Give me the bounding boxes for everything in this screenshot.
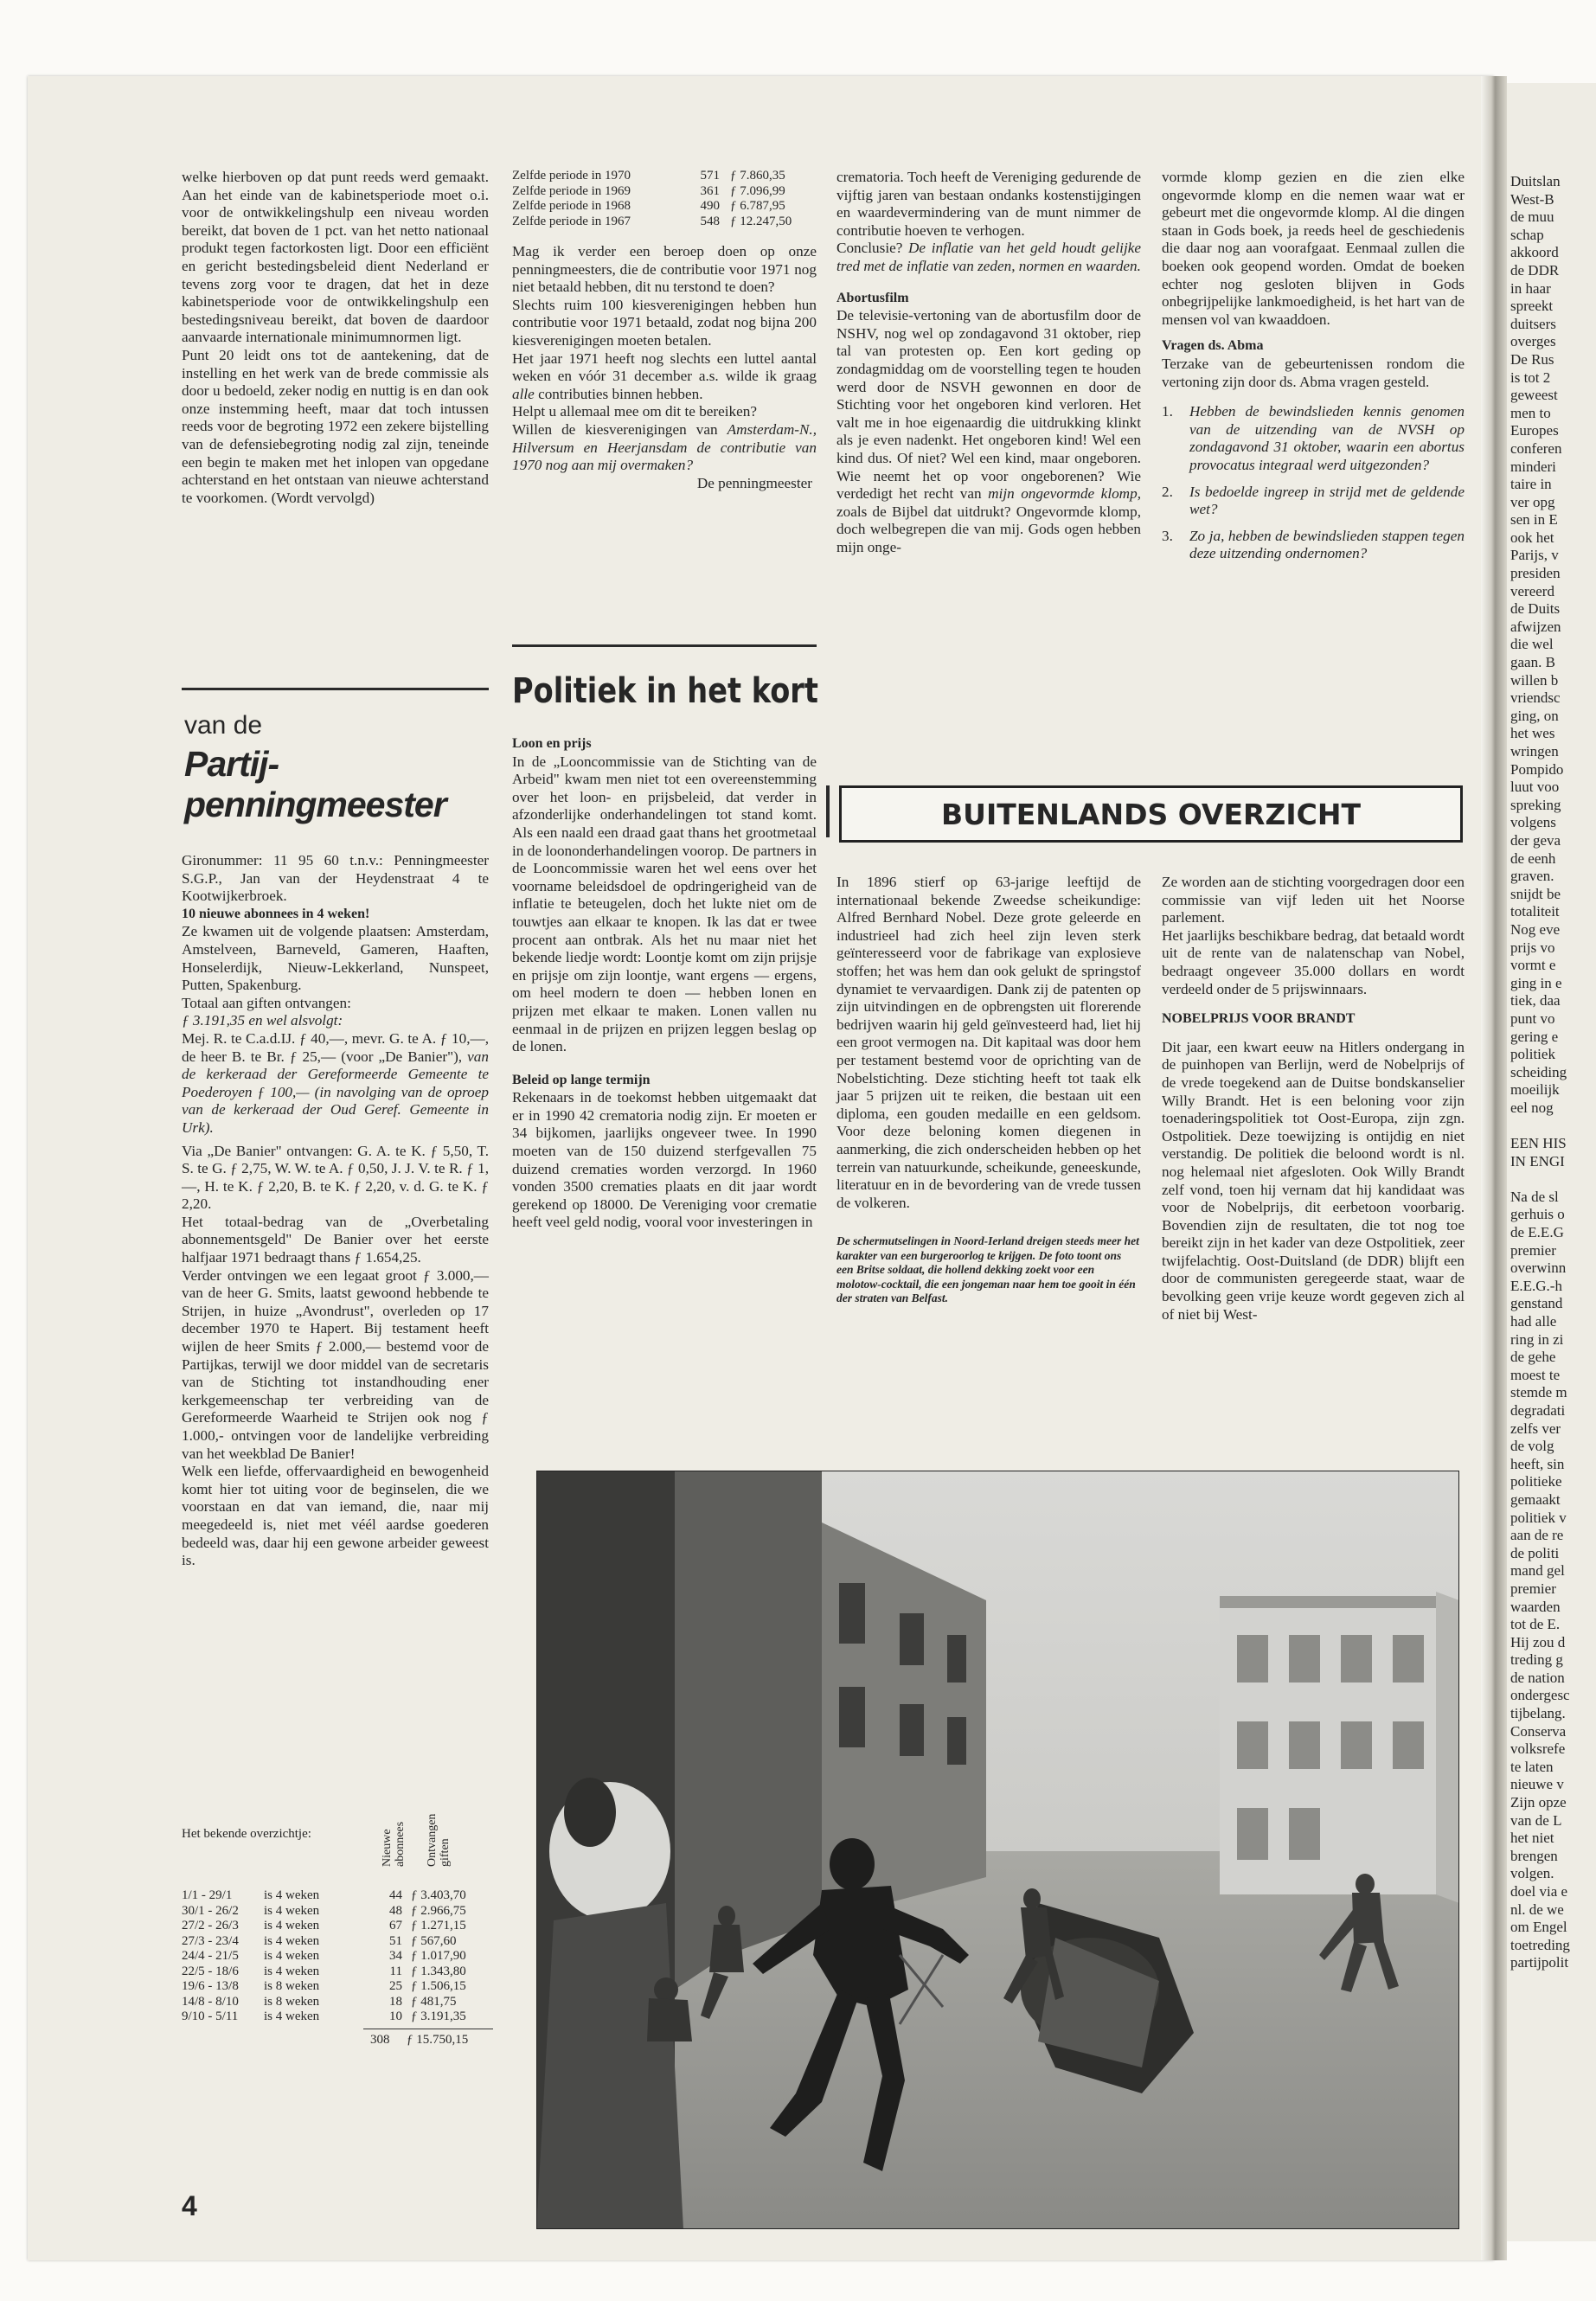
next-page-line: nieuwe v (1510, 1776, 1564, 1793)
next-page-line: is tot 2 (1510, 369, 1551, 386)
next-page-line: die wel (1510, 636, 1554, 653)
paragraph: welke hierboven op dat punt reeds werd gemaakt. Aan het einde van de kabinetsperiode moet o.i. voor de ontwikkelingshulp een niveau worden bereikt, dat boven de 1 pct. van het netto nationaal produkt tegen factorkosten ligt. Door een efficiënt en gericht bestedingsbeleid dient Nederland er tevens zorg voor te dragen, dat het in deze kabinetsperiode voor de ontwikkelingshulp een bestedingsniveau bereikt, dat boven de daardoor aanvaarde internationale minimumnormen ligt. (182, 169, 489, 346)
next-page-line: Nog eve (1510, 920, 1561, 938)
cell-giften: ƒ 1.017,90 (411, 1949, 466, 1963)
next-page-line: tiek, daa (1510, 992, 1561, 1009)
next-page-line: te laten (1510, 1758, 1554, 1775)
politiek-header: Politiek in het kort (512, 671, 818, 711)
next-page-line: schap (1510, 226, 1544, 243)
cell-label: Zelfde periode in 1970 (512, 169, 631, 183)
next-page-line: luut voo (1510, 779, 1560, 796)
next-page-line: scheiding (1510, 1063, 1567, 1080)
cell-label: Zelfde periode in 1967 (512, 214, 631, 228)
next-page-line: volksrefe (1510, 1740, 1566, 1758)
next-page-line: brengen (1510, 1847, 1558, 1864)
subheading: Abortusfilm (836, 290, 909, 305)
next-page-line: Duitslan (1510, 173, 1561, 189)
next-page-line: de Duits (1510, 600, 1561, 618)
next-page-line: de muu (1510, 208, 1554, 226)
next-page-line: premier (1510, 1580, 1556, 1597)
text: Willen de kiesverenigingen van (512, 420, 718, 438)
next-page-line: geweest (1510, 387, 1558, 404)
cell-abonnees: 34 (389, 1949, 402, 1963)
next-page-line (1510, 1170, 1570, 1189)
paragraph: Ze kwamen uit de volgende plaatsen: Amsterdam, Amstelveen, Barneveld, Gameren, Haaften, Honselerdijk, Nieuw-Lekkerland, Nunspeet, Putten, Spakenburg. (182, 923, 489, 994)
next-page-line: overwinn (1510, 1259, 1567, 1277)
cell-period: 14/8 - 8/10 (182, 1994, 239, 2009)
next-page-line: doel via e (1510, 1883, 1568, 1900)
paragraph: Slechts ruim 100 kiesverenigingen hebben hun contributie voor 1971 betaald, zodat nog bijna 200 kiesverenigingen moeten betalen. (512, 296, 817, 349)
cell-period: 1/1 - 29/1 (182, 1888, 233, 1902)
text: Amsterdam-N., Hilversum en Heerjansdam de contributie van 1970 nog aan mij overmaken? (512, 420, 817, 474)
next-page-line: in haar (1510, 279, 1551, 297)
table-row (512, 199, 817, 215)
subheading: Loon en prijs (512, 736, 592, 751)
table-row (512, 215, 817, 230)
next-page-line: gemaakt (1510, 1490, 1561, 1508)
table-row (182, 1995, 489, 2010)
next-page-line: afwijzen (1510, 618, 1561, 635)
next-page-line: premier (1510, 1241, 1556, 1259)
next-page-line: eel nog (1510, 1099, 1554, 1116)
cell-giften: ƒ 1.271,15 (411, 1919, 466, 1932)
next-page-line: gerhuis o (1510, 1206, 1565, 1223)
next-page-line: het wes (1510, 725, 1555, 742)
table-row (512, 184, 817, 200)
text: De inflatie van het geld houdt gelijke tred met de inflatie van zeden, normen en waarden. (836, 240, 1141, 274)
next-page-line: Parijs, v (1510, 547, 1559, 564)
paragraph (836, 307, 1141, 556)
paragraph: Rekenaars in de toekomst hebben uitgemaakt dat er in 1990 42 crematoria nodig zijn. Er moeten er 34 bijkomen, jaarlijks ongeveer twee. In 1990 moeten van de 150 duizend sterfgevallen 75 duizend crematies worden verzorgd. In 1960 vonden 3500 crematies plaats en dit jaar wordt gerekend op 18000. De Vereniging voor crematie heeft veel geld nodig, vooral voor investeringen in (512, 1089, 817, 1231)
buitenlands-column-1 (836, 874, 1141, 1306)
cell-giften: ƒ 481,75 (411, 1994, 457, 2009)
next-page-line: EEN HIS (1510, 1135, 1567, 1152)
cell-period: 22/5 - 18/6 (182, 1964, 239, 1978)
cell-period: 19/6 - 13/8 (182, 1979, 239, 1993)
next-page-edge (1507, 83, 1596, 2241)
cell-duration: is 4 weken (264, 2009, 320, 2023)
paragraph: Dit jaar, een kwart eeuw na Hitlers ondergang in de puinhopen van Berlijn, werd de Nobelprijs of de vrede toegekend aan de Duitse bondskanselier Willy Brandt. Het is een beloning voor zijn toenaderingspolitiek tot Oost-Europa, zijn zgn. Ostpolitiek. Deze toewijzing is ontijdig en niet verstandig. De politiek die beloond wordt is nl. nog helemaal niet afgesloten. Ook Willy Brandt zelf vond, toen hij vernam dat hij kandidaat was voor de Nobelprijs, dit eerbetoon voorbarig. Bovendien zijn de resultaten, die tot nog toe bereikt zijn in het kader van deze Ostpolitiek, zeer twijfelachtig. Oost-Duitsland (de DDR) blijft een door de communisten geregeerde staat, waar de bevolking geen vrije keuze wordt gegeven zich al of niet bij West- (1162, 1038, 1465, 1323)
next-page-line: partijpolit (1510, 1954, 1569, 1971)
cell-giften: ƒ 2.966,75 (411, 1903, 466, 1918)
header-line1: Partij- (184, 744, 279, 784)
cell-amount: ƒ 7.860,35 (730, 169, 785, 183)
next-page-line: vormt e (1510, 957, 1556, 974)
paragraph: Verder ontvingen we een legaat groot ƒ 3.000,— van de heer G. Smits, laatst gewoond hebbende te Strijen, in huize „Avondrust", overleden op 17 december 1970 te Hapert. Bij testament heeft wijlen de heer Smits ƒ 2.000,— bestemd voor de Partijkas, terwijl we door middel van de secretaris van de Stichting tot instandhouding ener kerkgemeenschap ter verbreiding van de Gereformeerde Waarheid te Strijen ook nog ƒ 1.000,- ontvingen voor de landelijke verbreiding van het weekblad De Banier! (182, 1266, 489, 1462)
table-row (182, 1965, 489, 1980)
table-row (182, 1919, 489, 1934)
next-page-line: de nation (1510, 1669, 1565, 1686)
buitenlands-column-2 (1162, 874, 1465, 1324)
next-page-line: West-B (1510, 190, 1554, 208)
column-3 (836, 169, 1141, 556)
total-abonnees: 308 (370, 2032, 390, 2047)
next-page-text (1510, 173, 1570, 1972)
cell-abonnees: 67 (389, 1919, 402, 1932)
next-page-line: had alle (1510, 1313, 1557, 1330)
next-page-line: Na de sl (1510, 1188, 1559, 1205)
overview-rows (182, 1888, 489, 2025)
next-page-line: ver opg (1510, 493, 1555, 510)
paragraph: Het jaarlijks beschikbare bedrag, dat betaald wordt uit de rente van de nalatenschap van Nobel, bedraagt ongeveer 35.000 dollars en wordt verdeeld onder de 5 prijswinnaars. (1162, 926, 1465, 997)
next-page-line: duitsers (1510, 315, 1556, 332)
cell-duration: is 4 weken (264, 1903, 320, 1918)
text: Het jaar 1971 heeft nog slechts een luttel aantal weken en vóór 31 december a.s. wilde ik graag (512, 349, 817, 385)
table-row (182, 2009, 489, 2025)
header-small: van de (184, 711, 263, 740)
next-page-line: E.E.G.-h (1510, 1277, 1562, 1294)
next-page-line: Zijn opze (1510, 1794, 1567, 1811)
next-page-line: heeft, sin (1510, 1455, 1565, 1472)
next-page-line (1510, 1117, 1570, 1135)
question-number: 2. (1162, 483, 1173, 500)
cell-giften: ƒ 3.403,70 (411, 1888, 466, 1902)
politiek-column (512, 735, 817, 1232)
divider (182, 688, 489, 690)
cell-giften: ƒ 1.343,80 (411, 1964, 466, 1978)
next-page-line: spreking (1510, 796, 1561, 813)
next-page-line: Europes (1510, 422, 1559, 439)
question-text: Hebben de bewindslieden kennis genomen van de uitzending van de NVSH op zondagavond 31 oktober, waarin een abortus provocatus integraal werd uitgezonden? (1189, 403, 1465, 473)
next-page-line: totaliteit (1510, 903, 1560, 920)
question-number: 1. (1162, 403, 1173, 420)
next-page-line: aan de re (1510, 1527, 1564, 1544)
next-page-line: punt vo (1510, 1009, 1555, 1027)
cell-period: 27/2 - 26/3 (182, 1919, 239, 1932)
cell-giften: ƒ 567,60 (411, 1933, 457, 1948)
next-page-line: akkoord (1510, 244, 1559, 261)
next-page-line: wringen (1510, 743, 1559, 760)
table-title: Het bekende overzichtje: (182, 1827, 311, 1841)
cell-duration: is 4 weken (264, 1964, 320, 1978)
cell-giften: ƒ 1.506,15 (411, 1979, 466, 1993)
cell-abonnees: 10 (389, 2009, 402, 2023)
cell-count: 361 (700, 183, 720, 198)
question-text: Zo ja, hebben de bewindslieden stappen tegen deze uitzending ondernomen? (1189, 527, 1465, 562)
next-page-line: vereerd (1510, 582, 1554, 599)
next-page-line: Pompido (1510, 760, 1564, 778)
text: alle (512, 385, 535, 402)
next-page-line: het niet (1510, 1830, 1554, 1847)
next-page-line: De Rus (1510, 350, 1554, 368)
cell-amount: ƒ 6.787,95 (730, 199, 785, 213)
next-page-line: zelfs ver (1510, 1420, 1561, 1437)
next-page-line: de gehe (1510, 1349, 1556, 1366)
next-page-line: genstand (1510, 1295, 1563, 1312)
paragraph: Punt 20 leidt ons tot de aantekening, dat de instelling en het werk van de brede commissie als door u bedoeld, zeker nodig en nuttig is en dan ook onze instemming heeft, maar dat toch intussen reeds voor de begroting 1972 een zekere bijstelling van de defensiebegroting nodig zal zijn, teneinde een begin te maken met het inlopen van opgedane achterstand en het ontstaan van nieuwe achterstand te voorkomen. (Wordt vervolgd) (182, 346, 489, 506)
cell-abonnees: 25 (389, 1979, 402, 1993)
next-page-line: om Engel (1510, 1919, 1567, 1936)
next-page-line: taire in (1510, 476, 1552, 493)
next-page-line: nl. de we (1510, 1900, 1564, 1918)
cell-duration: is 4 weken (264, 1933, 320, 1948)
paragraph: Via „De Banier" ontvangen: G. A. te K. ƒ 5,50, T. S. te G. ƒ 2,75, W. W. te A. ƒ 0,50, J. J. V. te R. ƒ 1,—, H. te K. ƒ 2,20, B. te K. ƒ 2,20, v. d. G. te K. ƒ 2,20. (182, 1142, 489, 1213)
next-page-line: moest te (1510, 1366, 1561, 1383)
next-page-line: willen b (1510, 671, 1559, 689)
next-page-line: mand gel (1510, 1562, 1565, 1580)
paragraph: ƒ 3.191,35 en wel alsvolgt: (182, 1012, 343, 1029)
table-row (182, 1979, 489, 1995)
cell-duration: is 4 weken (264, 1888, 320, 1902)
next-page-line: ging, on (1510, 707, 1559, 724)
period-table (512, 169, 817, 229)
paragraph: vormde klomp gezien en die zien elke ongevormde klomp en die nemen waar wat er gebeurt met die ongevormde klomp. Al die dingen staan in Gods boek, ja reeds heel de geschiedenis die daar nog aan voorafgaat. Eenmaal zullen die boeken ook geopend worden. Omdat de boeken echter nog gesloten blijven in Gods onbegrijpelijke lankmoedigheid, is het hart van de mensen vol van kwaaddoen. (1162, 169, 1465, 328)
cell-count: 548 (700, 214, 720, 228)
next-page-line: ring in zi (1510, 1330, 1564, 1348)
next-page-line: Conserva (1510, 1722, 1567, 1740)
next-page-line: de eenh (1510, 849, 1556, 867)
column-1-top (182, 169, 489, 507)
next-page-line: conferen (1510, 439, 1562, 457)
subheading: Beleid op lange termijn (512, 1072, 651, 1087)
cell-period: 9/10 - 5/11 (182, 2009, 239, 2023)
page-spine (1481, 76, 1507, 2260)
next-page-line: vriendsc (1510, 689, 1561, 707)
paragraph: crematoria. Toch heeft de Vereniging gedurende de vijftig jaren van bestaan ondanks kostenstijgingen en waardevermindering van de munt nimmer de contributie hoeven te verhogen. (836, 169, 1141, 239)
table-row (182, 1904, 489, 1920)
overview-table (182, 1791, 489, 2054)
next-page-line: moeilijk (1510, 1081, 1560, 1099)
next-page-line: toetreding (1510, 1936, 1570, 1953)
next-page-line: politieke (1510, 1473, 1562, 1490)
col-header-abonnees: Nieuwe abonnees (381, 1821, 407, 1867)
cell-duration: is 4 weken (264, 1919, 320, 1932)
text: van de kerkeraad der Gereformeerde Gemeente te Poederoyen ƒ 100,— (in navolging van de oproep van de kerkeraad der Oud Geref. Gemeente in Urk). (182, 1048, 489, 1136)
next-page-line: graven. (1510, 868, 1554, 885)
cell-abonnees: 11 (389, 1964, 402, 1978)
next-page-line: Hij zou d (1510, 1633, 1566, 1650)
paragraph: Totaal aan giften ontvangen: (182, 994, 351, 1011)
cell-abonnees: 18 (389, 1994, 402, 2009)
cell-duration: is 8 weken (264, 1979, 320, 1993)
next-page-line: de DDR (1510, 261, 1560, 279)
next-page-line: prijs vo (1510, 939, 1555, 956)
cell-amount: ƒ 12.247,50 (730, 214, 792, 228)
table-row (182, 1949, 489, 1965)
text: De televisie-vertoning van de abortusfilm door de NSHV, nog wel op zondagavond 31 oktober, riep tal van protesten op. Een kort geding op zondagmiddag om de voorstelling tegen te houden werd door de NSVH gewonnen en door de Stichting voor het ongeboren kind verloren. Het valt me in hoe eigenaardig die uitdrukking klinkt als je even nadenkt. Het ongeboren kind! Wel een kind dus. Of niet? Wel een kind, maar ongeboren. Wie neemt het op voor ongeborenen? Wie verdedigt het recht van (836, 307, 1141, 503)
next-page-line: waarden (1510, 1598, 1561, 1615)
next-page-line: de E.E.G (1510, 1224, 1564, 1241)
next-page-line: ondergesc (1510, 1687, 1570, 1704)
next-page-line: de politi (1510, 1544, 1560, 1561)
photo-illustration (536, 1471, 1459, 2229)
paragraph: Welk een liefde, offervaardigheid en bewogenheid komt hier tot uiting voor de beginselen, die we voorstaan en dat van iemand, die, naar mij meegedeeld is, niet met véél aardse goederen bedeeld was, daar hij een gewone arbeider geweest is. (182, 1463, 489, 1569)
next-page-line: politiek (1510, 1046, 1555, 1063)
cell-count: 490 (700, 199, 720, 213)
text: zoals de Bijbel dat uitdrukt? Ongevormde klomp, doch welbegrepen die van mij. Gods ogen hebben mijn onge- (836, 503, 1141, 555)
photo-caption: De schermutselingen in Noord-Ierland dreigen steeds meer het karakter van een burgeroorlog te krijgen. De foto toont ons een Britse soldaat, die hollend dekking zoekt voor een molotow-cocktail, die een jongeman naar hem toe gooit in één der straten van Belfast. (836, 1234, 1139, 1305)
paragraph: In de „Looncommissie van de Stichting van de Arbeid" kwam men niet tot een overeenstemming over het loon- en prijsbeleid, dat verder in afzonderlijke onderhandelingen tot stand komt. Als een naald een draad gaat thans het grootmetaal in de loononderhandelingen voorop. De partners in de Looncommissie waren het wel eens over het voorname beleidsdoel de opdringerigheid van de inflatie te beteugelen, doch het lukte niet om de touwtjes aan elkaar te knopen. Ik las dat er twee procent aan ontbrak. Als het nu maar niet het bekende liedje wordt: Loontje komt om zijn prijsje en prijsje om zijn loontje, want ergens — ergens, om heel modern te doen — hebben lonen en prijzen met elkaar te maken. Lonen vallen nu eenmaal in de prijzen en prijzen leggen beslag op de lonen. (512, 753, 817, 1055)
cell-label: Zelfde periode in 1968 (512, 199, 631, 213)
text: contributies binnen hebben. (538, 385, 703, 402)
cell-period: 24/4 - 21/5 (182, 1949, 239, 1963)
column-2-top (512, 169, 817, 492)
paragraph: Terzake van de gebeurtenissen rondom die vertoning zijn door ds. Abma vragen gesteld. (1162, 355, 1465, 390)
cell-label: Zelfde periode in 1969 (512, 183, 631, 198)
cell-abonnees: 48 (389, 1903, 402, 1918)
table-row (512, 169, 817, 184)
paragraph: Het totaal-bedrag van de „Overbetaling abonnementsgeld" De Banier over het eerste halfjaar 1971 bedraagt thans ƒ 1.654,25. (182, 1213, 489, 1266)
next-page-line: tijbelang. (1510, 1705, 1566, 1722)
total-giften: ƒ 15.750,15 (407, 2032, 469, 2047)
next-page-line: sen in E (1510, 511, 1558, 529)
next-page-line: van de L (1510, 1811, 1562, 1829)
divider (826, 785, 830, 837)
divider (512, 644, 817, 647)
cell-period: 30/1 - 26/2 (182, 1903, 239, 1918)
next-page-line: tot de E. (1510, 1616, 1561, 1633)
next-page-line: gering e (1510, 1028, 1559, 1045)
table-row (182, 1888, 489, 1904)
cell-abonnees: 44 (389, 1888, 402, 1902)
next-page-line: der geva (1510, 831, 1561, 849)
question-3 (1162, 528, 1465, 563)
next-page-line: overges (1510, 333, 1556, 350)
next-page-line: IN ENGI (1510, 1152, 1565, 1170)
next-page-line: volgens (1510, 814, 1556, 831)
cell-giften: ƒ 3.191,35 (411, 2009, 466, 2023)
cell-period: 27/3 - 23/4 (182, 1933, 239, 1948)
question-number: 3. (1162, 527, 1173, 544)
subheading: NOBELPRIJS VOOR BRANDT (1162, 1011, 1356, 1027)
col-header-giften: Ontvangen giften (426, 1813, 452, 1867)
page-number: 4 (182, 2190, 197, 2221)
column-1-bottom (182, 852, 489, 1570)
text: Mej. R. te C.a.d.IJ. ƒ 40,—, mevr. G. te A. ƒ 10,—, de heer B. te Br. ƒ 25,— (voor „De Banier"), (182, 1029, 489, 1065)
text: mijn ongevormde klomp, (988, 485, 1141, 503)
next-page-line: gaan. B (1510, 654, 1555, 671)
cell-count: 571 (700, 169, 720, 183)
next-page-line: degradati (1510, 1401, 1566, 1419)
paragraph: In 1896 stierf op 63-jarige leeftijd de internationaal bekende Zweedse scheikundige: Alfred Bernhard Nobel. Deze grote geleerde en industrieel had zich heel zijn leven sterk geïnteresseerd voor de fabrikage van explosieve stoffen; het was hem dan ook gelukt de springstof dynamiet te vervaardigen. Dank zij de patenten op zijn uitvindingen en de opbrengsten uit florerende bedrijven waarin hij geld geïnvesteerd had, liet hij een groot vermogen na. Dit kapitaal was door hem per testament bestemd voor de oprichting van de Nobelstichting. Deze stichting heeft tot taak elk jaar 5 prijzen uit te reiken, die bestaan uit een diploma, een gouden medaille en een geldsom. Voor deze beloning komen diegenen in aanmerking, die zich onderscheiden hebben op het terrein van natuurkunde, scheikunde, geneeskunde, literatuur en in de bevordering van de vrede tussen de volkeren. (836, 874, 1141, 1211)
table-row (182, 1934, 489, 1950)
next-page-line: minderi (1510, 458, 1556, 475)
paragraph (512, 350, 817, 404)
section-title: BUITENLANDS OVERZICHT (941, 797, 1361, 831)
question-2 (1162, 484, 1465, 519)
next-page-line: presiden (1510, 565, 1561, 582)
next-page-line: ook het (1510, 529, 1554, 546)
next-page-line: spreekt (1510, 298, 1554, 315)
next-page-line: politiek v (1510, 1509, 1567, 1526)
column-4 (1162, 169, 1465, 563)
text: Conclusie? (836, 240, 903, 257)
subheading: Vragen ds. Abma (1162, 338, 1264, 354)
header-line2: penningmeester (184, 785, 446, 824)
paragraph: Mag ik verder een beroep doen op onze penningmeesters, die de contributie voor 1971 nog niet betaald hebben, dit nu terstond te doen? (512, 243, 817, 296)
next-page-line: men to (1510, 404, 1551, 421)
giro-number: Gironummer: 11 95 60 t.n.v.: Penningmeester S.G.P., Jan van der Heydenstraat 4 te Kootwijkerbroek. (182, 852, 489, 905)
paragraph (512, 421, 817, 475)
partij-penningmeester-header (184, 711, 446, 825)
next-page-line: stemde m (1510, 1384, 1567, 1401)
question-1 (1162, 403, 1465, 474)
paragraph: Ze worden aan de stichting voorgedragen door een commissie van vijf leden uit het Noorse parlement. (1162, 874, 1465, 926)
cell-duration: is 4 weken (264, 1949, 320, 1963)
cell-abonnees: 51 (389, 1933, 402, 1948)
subheading: 10 nieuwe abonnees in 4 weken! (182, 906, 370, 921)
signature: De penningmeester (696, 474, 812, 491)
next-page-line: snijdt be (1510, 885, 1561, 902)
belfast-photo (536, 1471, 1459, 2229)
next-page-line: treding g (1510, 1651, 1563, 1669)
paragraph: Helpt u allemaal mee om dit te bereiken? (512, 403, 757, 420)
next-page-line: volgen. (1510, 1865, 1554, 1882)
question-text: Is bedoelde ingreep in strijd met de geldende wet? (1189, 483, 1465, 518)
paragraph (836, 240, 1141, 275)
cell-duration: is 8 weken (264, 1994, 320, 2009)
next-page-line: ging in e (1510, 974, 1562, 991)
cell-amount: ƒ 7.096,99 (730, 183, 785, 198)
next-page-line: de volg (1510, 1438, 1554, 1455)
paragraph (182, 1030, 489, 1138)
buitenlands-overzicht-header (839, 785, 1463, 843)
